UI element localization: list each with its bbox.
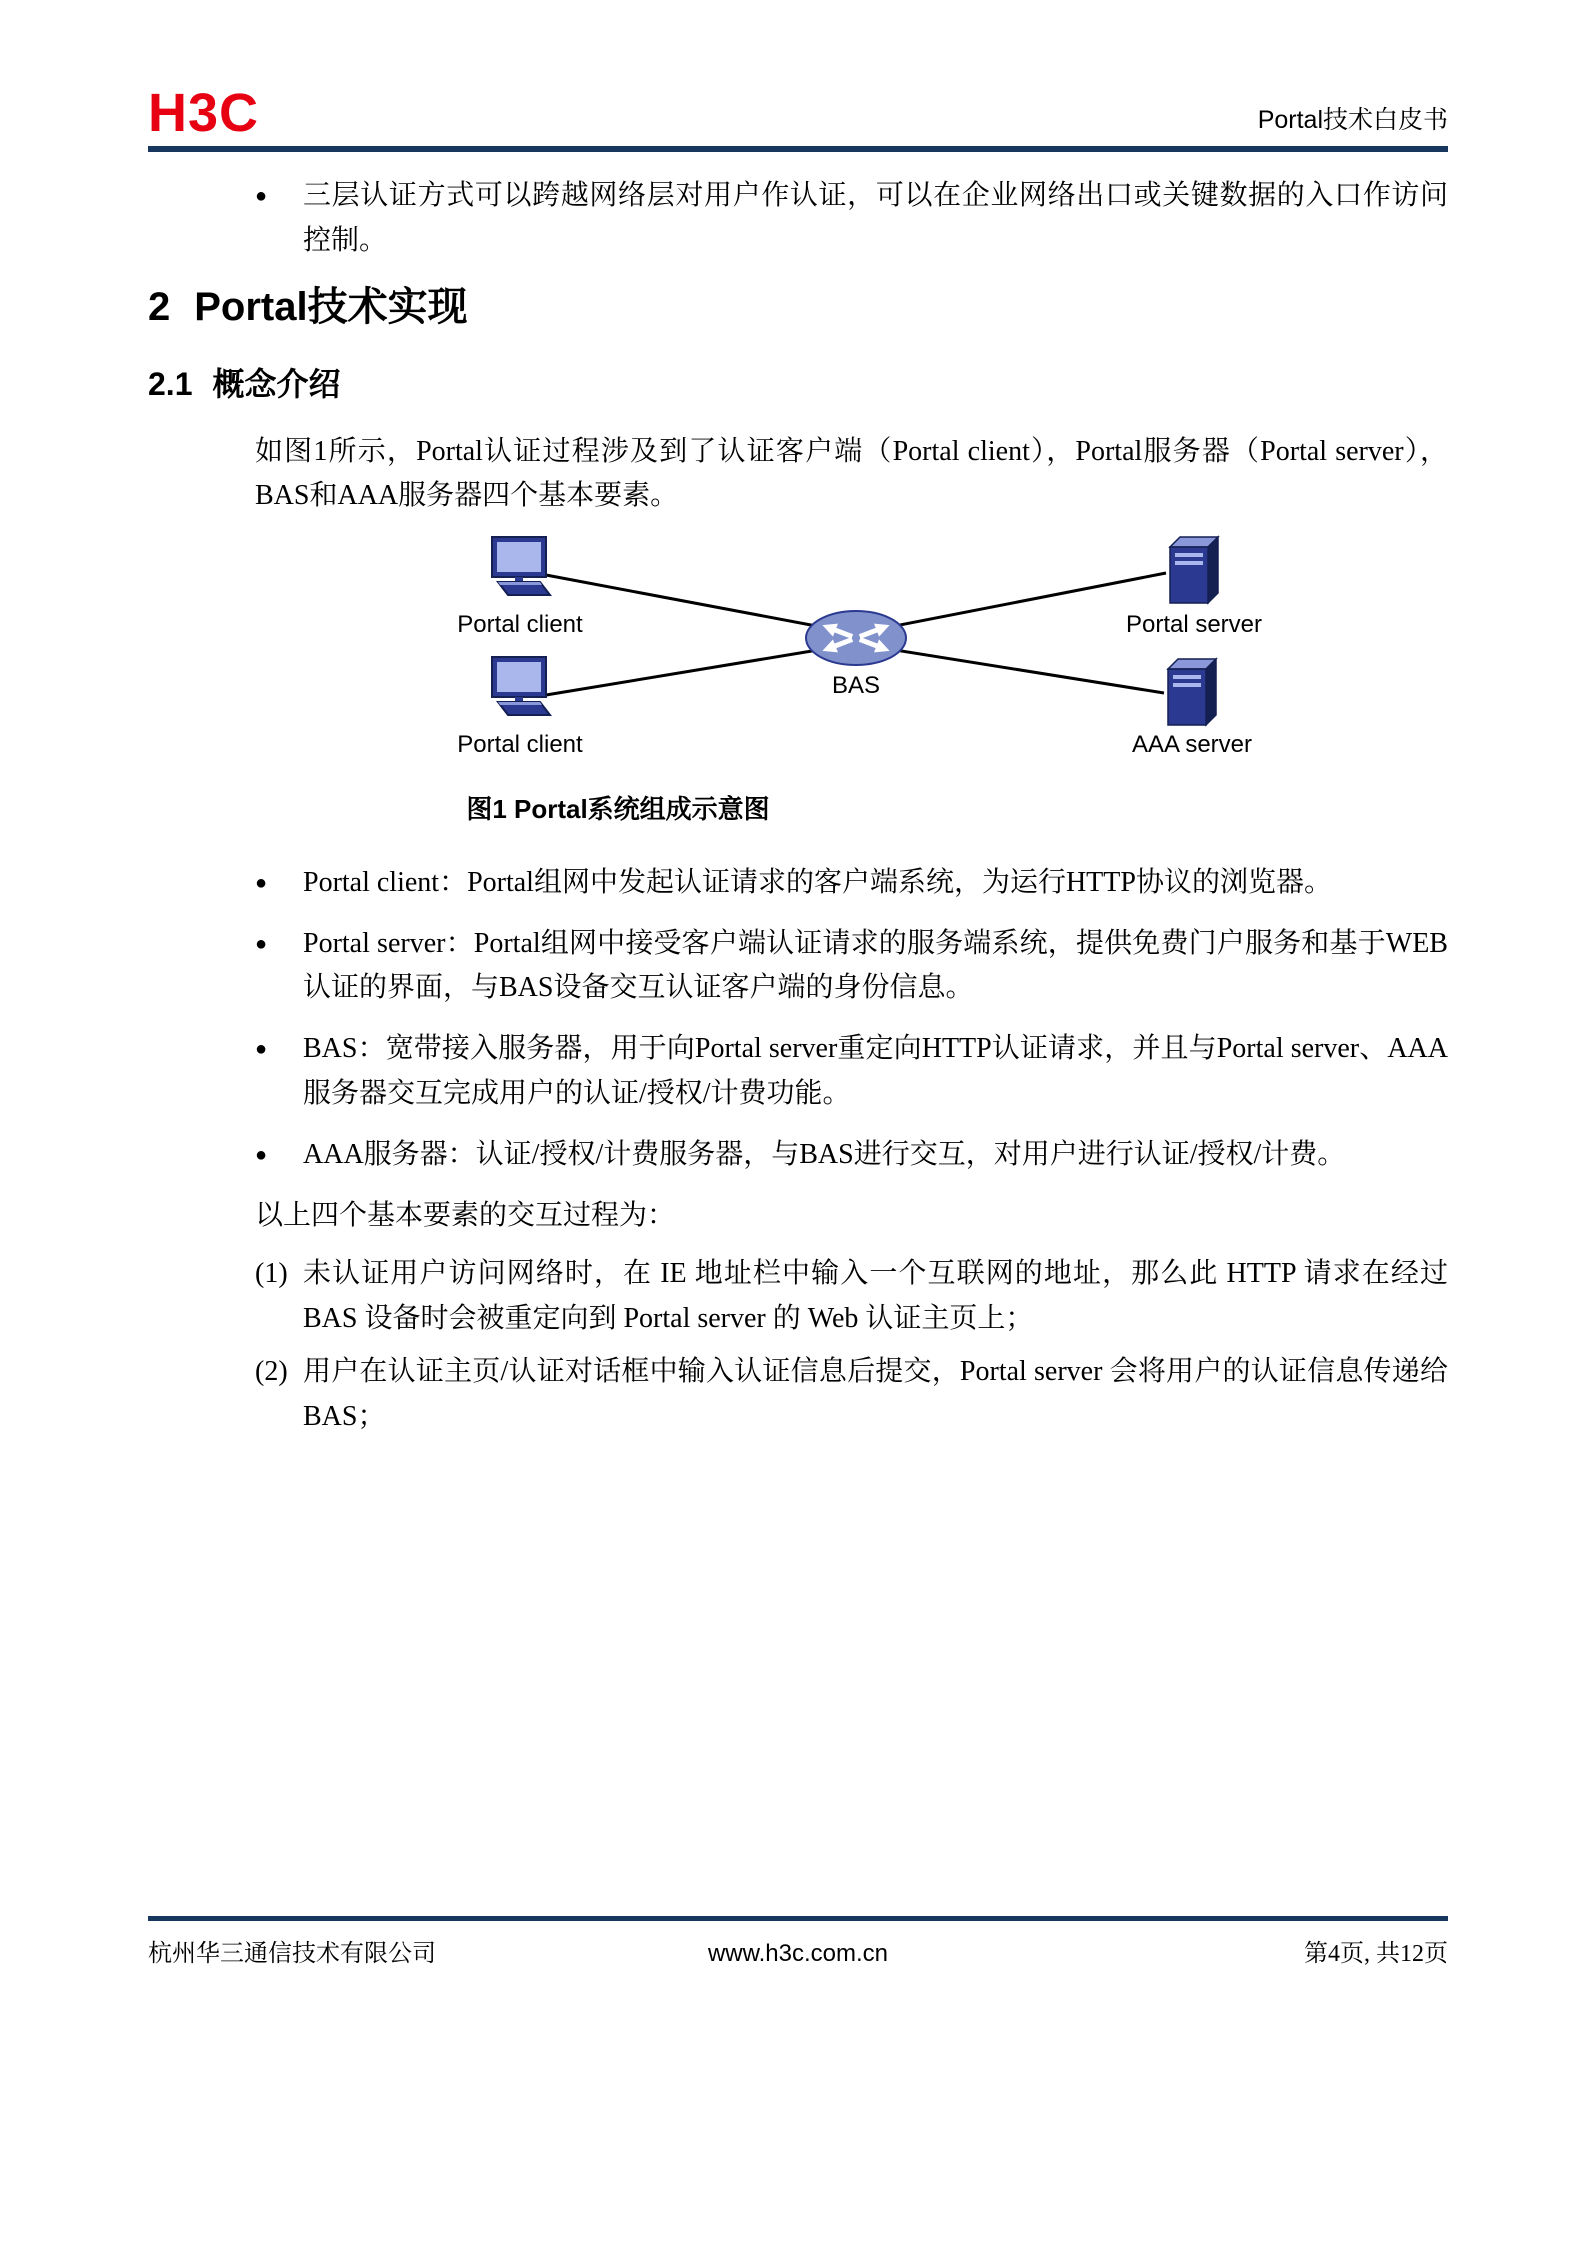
- bullet-text: AAA服务器：认证/授权/计费服务器，与BAS进行交互，对用户进行认证/授权/计费。: [303, 1138, 1346, 1170]
- h3c-logo: H3C: [148, 83, 260, 143]
- list-item: [148, 1133, 1448, 1178]
- subsection-heading: [148, 364, 1448, 404]
- list-item: [148, 922, 1448, 1012]
- bas-router-icon: [806, 611, 906, 665]
- document-title: Portal技术白皮书: [1257, 106, 1448, 134]
- portal-server-icon: [1170, 537, 1218, 603]
- list-item: [148, 174, 1448, 264]
- network-diagram: [148, 531, 1448, 781]
- bullet-icon: ●: [255, 1143, 268, 1166]
- bullet-icon: ●: [255, 185, 268, 207]
- list-item: [148, 861, 1448, 906]
- node-label-portal-client-bottom: Portal client: [457, 731, 583, 759]
- footer-company: 杭州华三通信技术有限公司: [148, 1941, 436, 1967]
- bullet-text: 三层认证方式可以跨越网络层对用户作认证，可以在企业网络出口或关键数据的入口作访问控制。: [303, 180, 1448, 256]
- connection-line: [864, 645, 1164, 693]
- bullet-icon: ●: [255, 932, 268, 955]
- footer-website[interactable]: www.h3c.com.cn: [707, 1940, 889, 1967]
- connection-line: [864, 573, 1166, 632]
- node-label-aaa-server: AAA server: [1131, 731, 1253, 759]
- bullet-icon: ●: [255, 871, 268, 894]
- footer-page-number: 第4页, 共12页: [1303, 1941, 1448, 1967]
- node-label-portal-server: Portal server: [1125, 611, 1263, 639]
- list-item: [148, 1350, 1448, 1440]
- process-intro: 以上四个基本要素的交互过程为：: [255, 1199, 676, 1231]
- step-text: 未认证用户访问网络时，在 IE 地址栏中输入一个互联网的地址，那么此 HTTP 请求在经过 BAS 设备时会被重定向到 Portal server 的 Web 认证主页上；: [303, 1258, 1448, 1335]
- figure-caption: 图1 Portal系统组成示意图: [466, 794, 770, 825]
- bullet-text: BAS：宽带接入服务器，用于向Portal server重定向HTTP认证请求，并且与Portal server、AAA服务器交互完成用户的认证/授权/计费功能。: [303, 1033, 1448, 1109]
- step-text: 用户在认证主页/认证对话框中输入认证信息后提交，Portal server 会将用户的认证信息传递给 BAS；: [303, 1355, 1448, 1432]
- bullet-text: Portal server：Portal组网中接受客户端认证请求的服务端系统，提供免费门户服务和基于WEB认证的界面，与BAS设备交互认证客户端的身份信息。: [303, 927, 1448, 1004]
- subsection-number: 2.1: [148, 365, 193, 402]
- bullet-text: Portal client：Portal组网中发起认证请求的客户端系统，为运行HTTP协议的浏览器。: [303, 866, 1332, 898]
- section-heading: [148, 282, 1448, 332]
- page-header: [148, 0, 1448, 152]
- portal-client-icon: [492, 537, 550, 595]
- intro-paragraph: 如图1所示，Portal认证过程涉及到了认证客户端（Portal client），Portal服务器（Portal server），BAS和AAA服务器四个基本要素。: [255, 435, 1448, 512]
- node-label-portal-client-top: Portal client: [457, 611, 583, 639]
- element-bullet-list: [148, 861, 1448, 1178]
- list-item: [148, 1252, 1448, 1342]
- process-step-list: [148, 1252, 1448, 1439]
- page-content: [0, 174, 1587, 1440]
- step-number: (2): [255, 1355, 288, 1387]
- step-number: (1): [255, 1258, 288, 1290]
- portal-client-icon: [492, 657, 550, 715]
- page-footer: [148, 1916, 1448, 1968]
- connection-line: [546, 575, 848, 632]
- subsection-title: 概念介绍: [212, 365, 341, 402]
- figure-1: [148, 531, 1448, 831]
- section-number: 2: [148, 284, 171, 329]
- aaa-server-icon: [1168, 659, 1216, 725]
- connection-line: [546, 645, 848, 695]
- list-item: [148, 1027, 1448, 1117]
- node-label-bas: BAS: [831, 672, 881, 700]
- section-title: Portal技术实现: [194, 284, 468, 329]
- bullet-icon: ●: [255, 1038, 268, 1061]
